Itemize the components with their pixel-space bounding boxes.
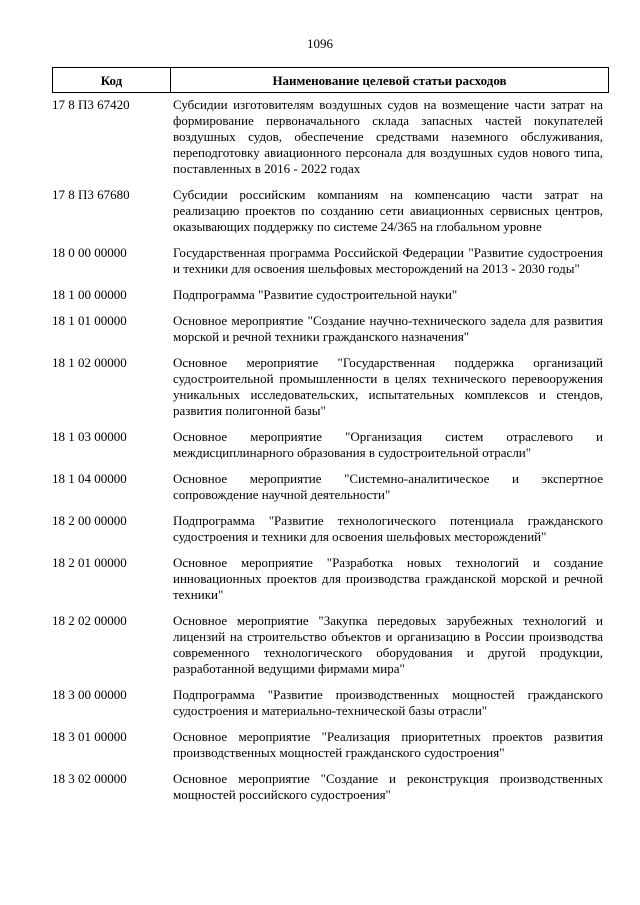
table-row xyxy=(0,355,640,419)
table-row xyxy=(0,429,640,461)
row-name: Основное мероприятие "Реализация приоритетных проектов развития производственных мощностей гражданского судостроения" xyxy=(173,729,603,760)
table-row xyxy=(0,555,640,603)
row-code: 18 2 02 00000 xyxy=(52,613,127,628)
row-name: Подпрограмма "Развитие производственных мощностей гражданского судостроения и материально-технической базы отрасли" xyxy=(173,687,603,718)
row-code: 18 3 00 00000 xyxy=(52,687,127,702)
table-row xyxy=(0,771,640,803)
table-body xyxy=(0,97,640,813)
row-code: 18 2 01 00000 xyxy=(52,555,127,570)
row-name: Основное мероприятие "Закупка передовых зарубежных технологий и лицензий на строительство объектов и организацию в России производства современного технологического оборудования и другой продукции, разработанной ведущими фирмами мира" xyxy=(173,613,603,676)
table-row xyxy=(0,187,640,235)
row-name: Основное мероприятие "Организация систем отраслевого и междисциплинарного образования в судостроительной отрасли" xyxy=(173,429,603,460)
table-row xyxy=(0,245,640,277)
row-name: Основное мероприятие "Создание научно-технического задела для развития морской и речной техники гражданского назначения" xyxy=(173,313,603,344)
row-code: 18 1 03 00000 xyxy=(52,429,127,444)
table-row xyxy=(0,513,640,545)
row-code: 18 1 04 00000 xyxy=(52,471,127,486)
row-code: 18 1 01 00000 xyxy=(52,313,127,328)
table-header xyxy=(52,67,609,93)
row-code: 17 8 П3 67420 xyxy=(52,97,130,112)
row-name: Субсидии изготовителям воздушных судов на возмещение части затрат на формирование первоначального склада запасных частей покупателей воздушных судов, обеспечение средствами наземного обслуживания, переподготовку авиационного персонала для воздушных судов нового типа, поставленных в 2016 - 2022 годах xyxy=(173,97,603,176)
table-row xyxy=(0,687,640,719)
table-row xyxy=(0,471,640,503)
row-name: Субсидии российским компаниям на компенсацию части затрат на реализацию проектов по созданию сети авиационных сервисных центров, оказывающих поддержку по системе 24/365 на глобальном уровне xyxy=(173,187,603,234)
row-code: 18 3 01 00000 xyxy=(52,729,127,744)
column-header-name: Наименование целевой статьи расходов xyxy=(272,72,507,88)
row-name: Основное мероприятие "Государственная поддержка организаций судостроительной промышленности в целях технического перевооружения уникальных исследовательских, испытательных комплексов и стендов, развития полигонной базы" xyxy=(173,355,603,418)
page-number: 1096 xyxy=(307,36,333,51)
row-code: 18 1 02 00000 xyxy=(52,355,127,370)
row-name: Основное мероприятие "Системно-аналитическое и экспертное сопровождение научной деятельности" xyxy=(173,471,603,502)
table-row xyxy=(0,313,640,345)
row-code: 17 8 П3 67680 xyxy=(52,187,130,202)
row-name: Основное мероприятие "Разработка новых технологий и создание инновационных проектов для производства гражданской морской и речной техники" xyxy=(173,555,603,602)
row-code: 18 0 00 00000 xyxy=(52,245,127,260)
column-header-code: Код xyxy=(53,68,171,92)
row-name: Подпрограмма "Развитие судостроительной науки" xyxy=(173,287,458,302)
table-row xyxy=(0,287,640,303)
table-row xyxy=(0,613,640,677)
row-code: 18 3 02 00000 xyxy=(52,771,127,786)
row-name: Государственная программа Российской Федерации "Развитие судостроения и техники для освоения шельфовых месторождений на 2013 - 2030 годы" xyxy=(173,245,603,276)
row-code: 18 2 00 00000 xyxy=(52,513,127,528)
row-name: Основное мероприятие "Создание и реконструкция производственных мощностей российского судостроения" xyxy=(173,771,603,802)
table-row xyxy=(0,729,640,761)
table-row xyxy=(0,97,640,177)
row-code: 18 1 00 00000 xyxy=(52,287,127,302)
row-name: Подпрограмма "Развитие технологического потенциала гражданского судостроения и техники для освоения шельфовых месторождений" xyxy=(173,513,603,544)
